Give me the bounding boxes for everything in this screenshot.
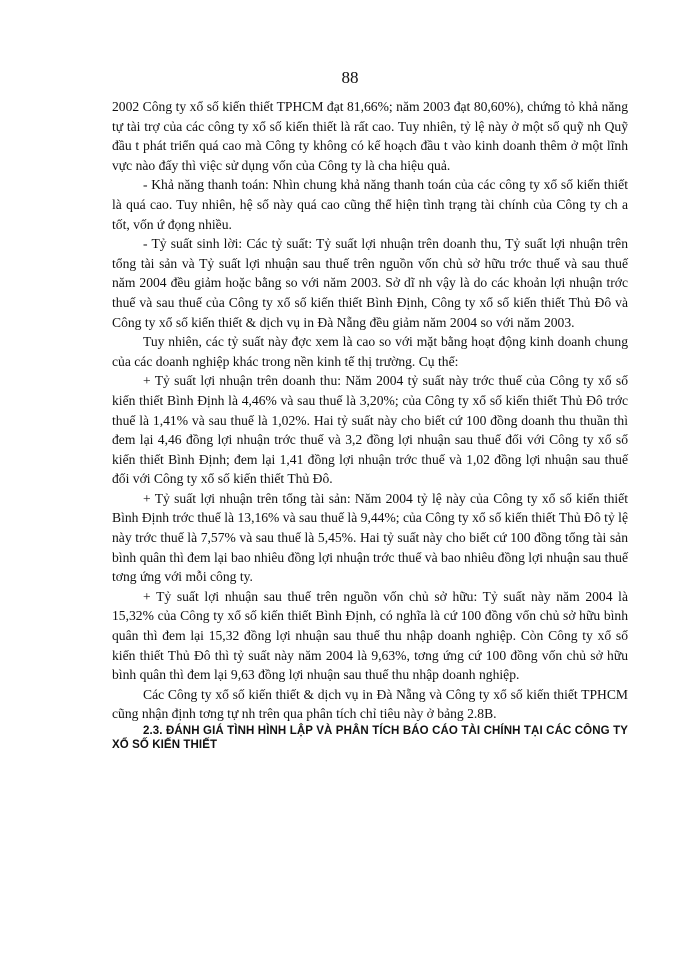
paragraph-other-companies: Các Công ty xổ số kiến thiết & dịch vụ in Đà Nẵng và Công ty xổ số kiến thiết TPHCM cũng nhận định tơng tự nh trên qua phân tích chỉ tiêu này ở bảng 2.8B. xyxy=(112,686,628,722)
paragraph-profit-on-assets: + Tỷ suất lợi nhuận trên tổng tài sản: Năm 2004 tỷ lệ này của Công ty xổ số kiến thiết Bình Định trớc thuế là 13,16% và sau thuế là 9,44%; của Công ty xổ số kiến thiết Thủ Đô tỷ lệ này trớc thuế là 7,57% và sau thuế là 5,45%. Hai tỷ suất này cho biết cứ 100 đồng tổng tài sản bình quân thì đem lại bao nhiêu đồng lợi nhuận trớc thuế và bao nhiêu đồng lợi nhuận sau thuế tơng ứng với mỗi công ty. xyxy=(112,490,628,585)
document-body xyxy=(112,97,628,752)
paragraph-self-financing: 2002 Công ty xổ số kiến thiết TPHCM đạt 81,66%; năm 2003 đạt 80,60%), chứng tỏ khả năng tự tài trợ của các công ty xổ số kiến thiết là rất cao. Tuy nhiên, tỷ lệ này ở một số quỹ nh Quỹ đầu t phát triển quá cao mà Công ty không có kế hoạch đầu t vào kinh doanh thêm ở một lĩnh vực nào đấy thì việc sử dụng vốn của Công ty là cha hiệu quả. xyxy=(112,99,628,173)
paragraph-profit-on-equity: + Tỷ suất lợi nhuận sau thuế trên nguồn vốn chủ sở hữu: Tỷ suất này năm 2004 là 15,32% của Công ty xổ số kiến thiết Bình Định, có nghĩa là cứ 100 đồng vốn chủ sở hữu bình quân thì đem lại 15,32 đồng lợi nhuận sau thuế thu nhập doanh nghiệp. Còn Công ty xổ số kiến thiết Thủ Đô thì tỷ suất này năm 2004 là 9,63%, tơng ứng cứ 100 đồng vốn chủ sở hữu bình quân thì đem lại 9,63 đồng lợi nhuận sau thuế thu nhập doanh nghiệp. xyxy=(112,588,628,683)
paragraph-profit-on-revenue: + Tỷ suất lợi nhuận trên doanh thu: Năm 2004 tỷ suất này trớc thuế của Công ty xổ số kiến thiết Bình Định là 4,46% và sau thuế là 3,20%; của Công ty xổ số kiến thiết Thủ Đô trớc thuế là 1,41% và sau thuế là 1,02%. Hai tỷ suất này cho biết cứ 100 đồng doanh thu thuần thì đem lại 4,46 đồng lợi nhuận trớc thuế và 3,2 đồng lợi nhuận sau thuế đối với Công ty xổ số kiến thiết Bình Định; đem lại 1,41 đồng lợi nhuận trớc thuế và 1,02 đồng lợi nhuận sau thuế đối với Công ty xổ số kiến thiết Thủ Đô. xyxy=(112,373,628,487)
paragraph-liquidity: - Khả năng thanh toán: Nhìn chung khả năng thanh toán của các công ty xổ số kiến thiết là quá cao. Tuy nhiên, hệ số này quá cao cũng thể hiện tình trạng tài chính của Công ty ch a tốt, vốn ứ đọng nhiều. xyxy=(112,177,628,232)
section-heading: 2.3. ĐÁNH GIÁ TÌNH HÌNH LẬP VÀ PHÂN TÍCH BÁO CÁO TÀI CHÍNH TẠI CÁC CÔNG TY XỔ SỐ KIẾN THIẾT xyxy=(112,725,628,751)
page-number: 88 xyxy=(341,68,359,87)
paragraph-however: Tuy nhiên, các tỷ suất này đợc xem là cao so với mặt bằng hoạt động kinh doanh chung của các doanh nghiệp khác trong nền kinh tế thị trường. Cụ thể: xyxy=(112,334,628,369)
paragraph-profitability: - Tỷ suất sinh lời: Các tỷ suất: Tỷ suất lợi nhuận trên doanh thu, Tỷ suất lợi nhuận trên tổng tài sản và Tỷ suất lợi nhuận sau thuế trên nguồn vốn chủ sở hữu trớc thuế và sau thuế năm 2004 đều giảm hoặc bằng so với năm 2003. Sở dĩ nh vậy là do các khoản lợi nhuận trớc thuế và sau thuế của Công ty xổ số kiến thiết Bình Định, Công ty xổ số kiến thiết Thủ Đô và Công ty xổ số kiến thiết & dịch vụ in Đà Nẵng đều giảm năm 2004 so với năm 2003. xyxy=(112,236,628,330)
